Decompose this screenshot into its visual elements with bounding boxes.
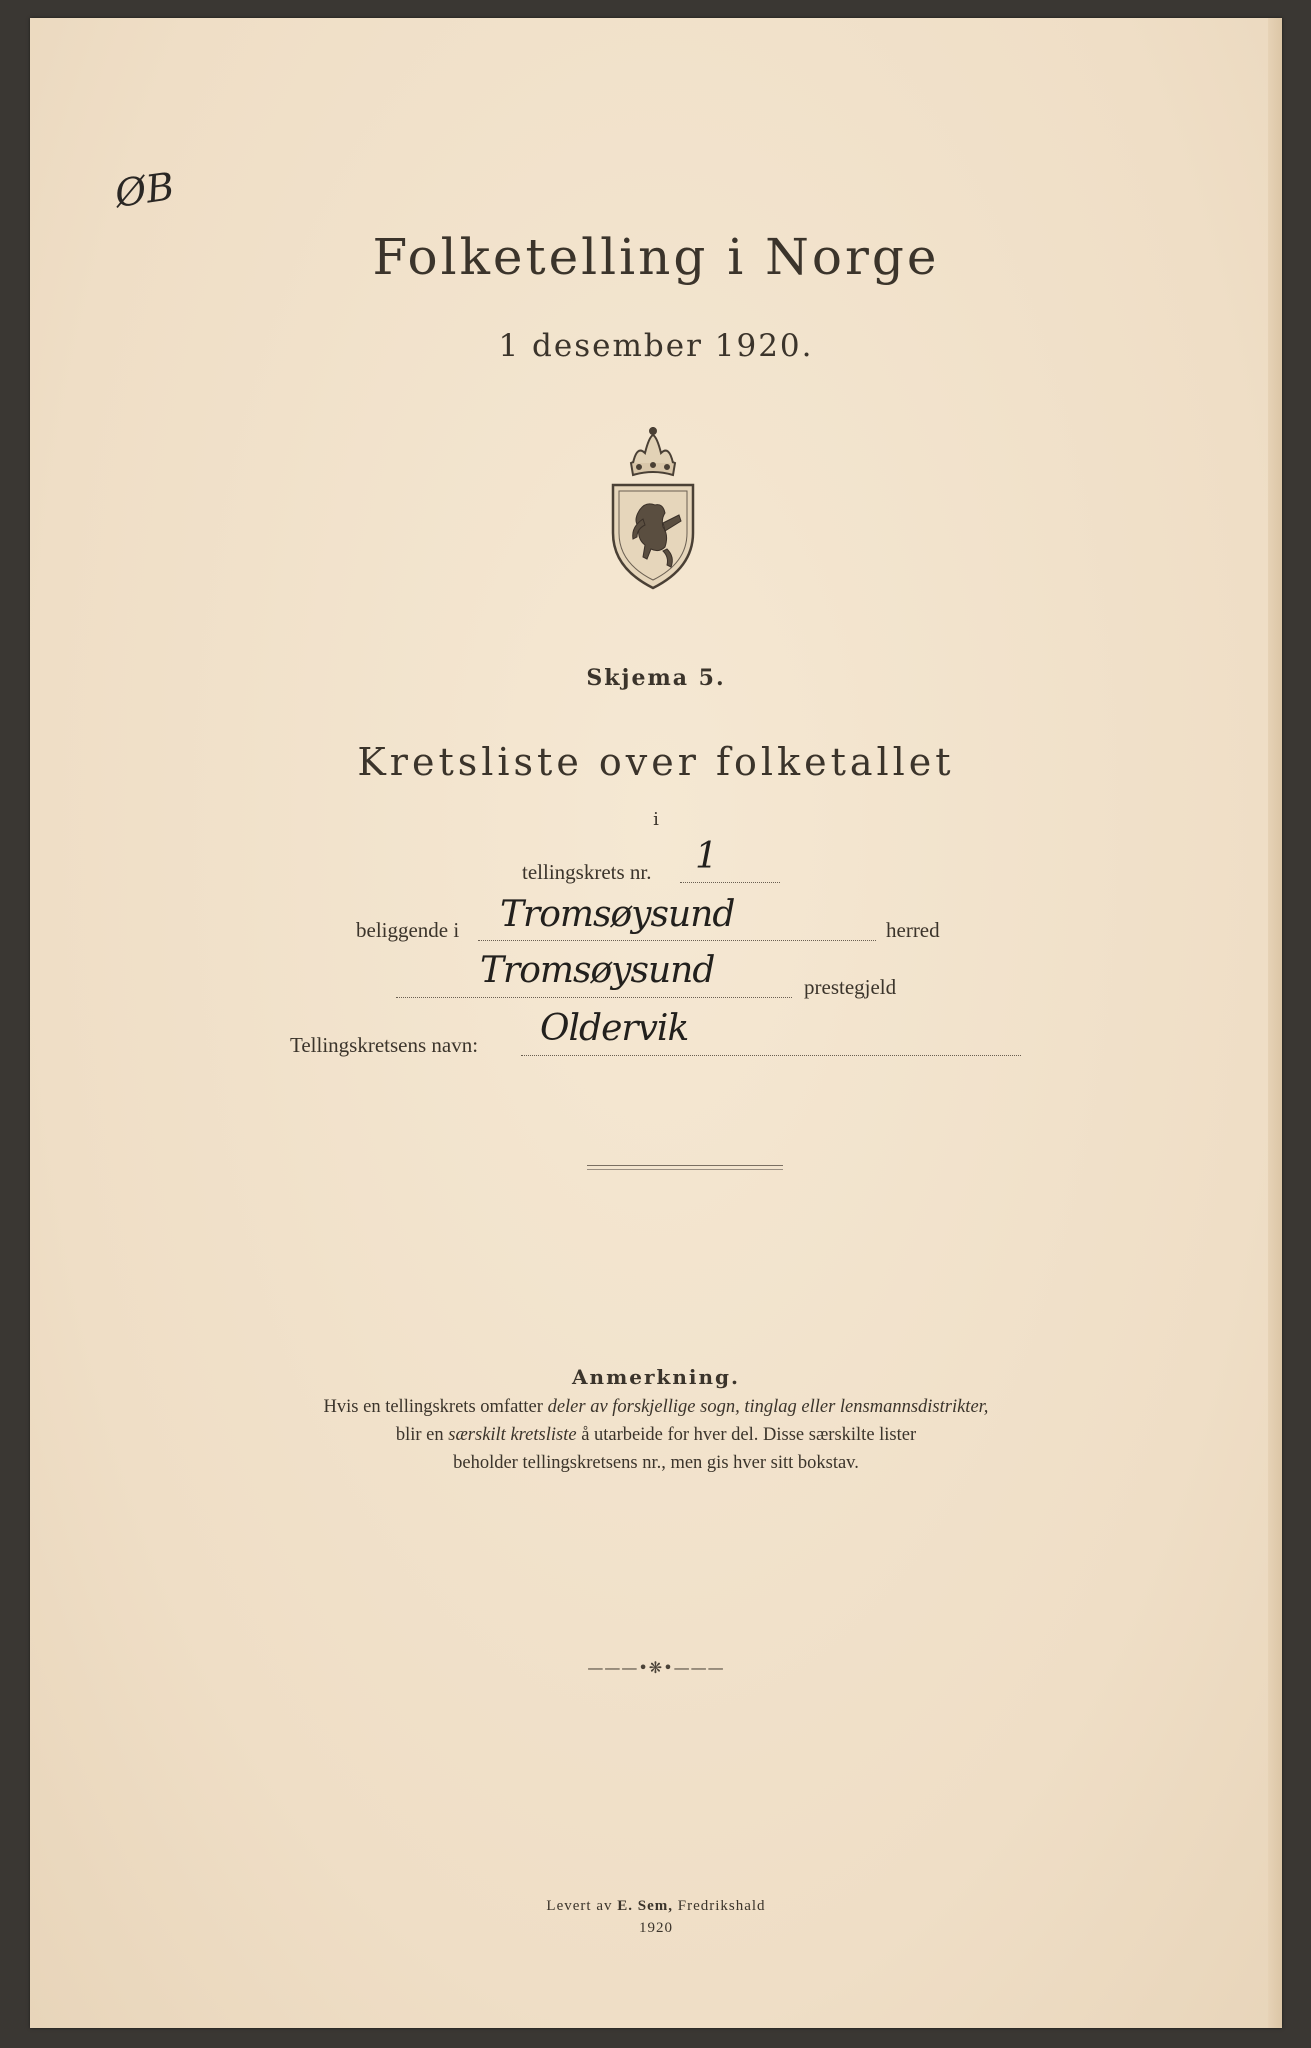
note-line1-b: deler av forskjellige sogn, tinglag eller lensmannsdistrikter, <box>547 1397 989 1417</box>
schema-number: Skjema 5. <box>586 665 726 691</box>
tellingskrets-value: 1 <box>695 836 717 877</box>
footer-year: 1920 <box>639 1920 673 1936</box>
herred-label: herred <box>886 918 940 942</box>
footer-printer: E. Sem, <box>617 1898 673 1914</box>
note-line2-a: blir en <box>395 1425 449 1445</box>
note-text <box>30 1393 1282 1477</box>
footer-place: Fredrikshald <box>672 1898 766 1914</box>
ornament-divider: ———•❋•——— <box>587 1658 725 1677</box>
page-edge <box>1268 18 1282 2028</box>
handwritten-corner-mark: ØB <box>112 164 177 216</box>
beliggende-value: Tromsøysund <box>500 894 735 935</box>
note-line3: beholder tellingskretsens nr., men gis hver sitt bokstav. <box>453 1453 859 1473</box>
heading-preposition: i <box>653 809 659 830</box>
note-line1-a: Hvis en tellingskrets omfatter <box>323 1397 548 1417</box>
prestegjeld-value: Tromsøysund <box>480 950 715 991</box>
prestegjeld-label: prestegjeld <box>804 975 897 999</box>
divider-rule <box>587 1165 783 1166</box>
footer-prefix: Levert av <box>546 1898 618 1914</box>
navn-value: Oldervik <box>540 1008 689 1049</box>
norwegian-coat-of-arms-icon <box>603 423 703 593</box>
note-heading: Anmerkning. <box>572 1365 740 1389</box>
note-line2-c: å utarbeide for hver del. Disse særskilte lister <box>576 1425 917 1445</box>
divider-rule-thin <box>587 1169 783 1170</box>
tellingskrets-label: tellingskrets nr. <box>522 860 652 884</box>
form-heading: Kretsliste over folketallet <box>357 740 955 784</box>
navn-label: Tellingskretsens navn: <box>290 1033 479 1057</box>
document-title: Folketelling i Norge <box>372 228 940 286</box>
census-form-page <box>30 18 1282 2028</box>
document-date: 1 desember 1920. <box>498 328 814 364</box>
beliggende-label: beliggende i <box>356 918 460 942</box>
printer-footer <box>30 1895 1282 1939</box>
note-line2-b: særskilt kretsliste <box>448 1425 577 1445</box>
